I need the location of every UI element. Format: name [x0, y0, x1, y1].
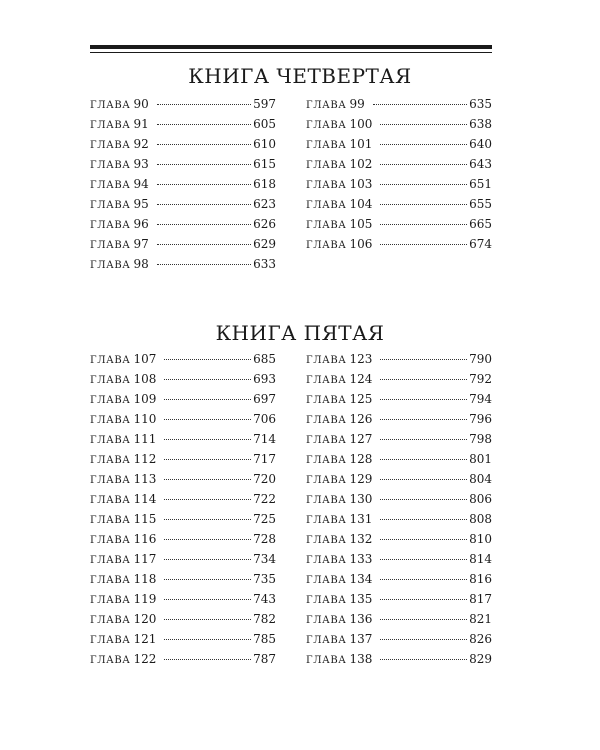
- toc-row: [90, 97, 276, 117]
- toc-row: [90, 612, 276, 632]
- dot-leader: [164, 439, 251, 440]
- toc-row: [306, 157, 492, 177]
- chapter-label: ГЛАВА: [90, 555, 131, 566]
- page-number: 626: [253, 217, 276, 231]
- toc-row: [90, 412, 276, 432]
- page-number: 640: [469, 137, 492, 151]
- page-number: 798: [469, 432, 492, 446]
- page-number: 814: [469, 552, 492, 566]
- chapter-number: 109: [133, 392, 157, 406]
- dot-leader: [157, 124, 251, 125]
- page-number: 810: [469, 532, 492, 546]
- chapter-label: ГЛАВА: [306, 140, 347, 151]
- header-rule-thin: [90, 52, 492, 53]
- toc-row: [90, 372, 276, 392]
- chapter-label: ГЛАВА: [306, 495, 347, 506]
- chapter-label: ГЛАВА: [90, 475, 131, 486]
- chapter-number: 94: [133, 177, 149, 191]
- chapter-label: ГЛАВА: [90, 595, 131, 606]
- dot-leader: [380, 659, 467, 660]
- toc-column-book-five-right: [306, 352, 492, 672]
- page-number: 785: [253, 632, 276, 646]
- chapter-number: 122: [133, 652, 157, 666]
- chapter-number: 137: [349, 632, 373, 646]
- dot-leader: [380, 379, 467, 380]
- toc-row: [306, 552, 492, 572]
- chapter-number: 90: [133, 97, 149, 111]
- page-number: 816: [469, 572, 492, 586]
- page-number: 782: [253, 612, 276, 626]
- chapter-number: 131: [349, 512, 373, 526]
- page-number: 655: [469, 197, 492, 211]
- toc-row: [306, 572, 492, 592]
- page-number: 720: [253, 472, 276, 486]
- chapter-label: ГЛАВА: [90, 615, 131, 626]
- toc-column-book-five-left: [90, 352, 276, 672]
- page-number: 597: [253, 97, 276, 111]
- toc-row: [306, 97, 492, 117]
- chapter-label: ГЛАВА: [306, 240, 347, 251]
- toc-row: [90, 572, 276, 592]
- chapter-label: ГЛАВА: [306, 655, 347, 666]
- toc-row: [90, 157, 276, 177]
- page-number: 693: [253, 372, 276, 386]
- toc-row: [306, 592, 492, 612]
- chapter-number: 116: [133, 532, 157, 546]
- chapter-label: ГЛАВА: [90, 415, 131, 426]
- chapter-number: 126: [349, 412, 373, 426]
- dot-leader: [380, 244, 467, 245]
- toc-row: [90, 512, 276, 532]
- chapter-label: ГЛАВА: [306, 435, 347, 446]
- dot-leader: [380, 579, 467, 580]
- dot-leader: [157, 244, 251, 245]
- toc-row: [90, 392, 276, 412]
- page-number: 674: [469, 237, 492, 251]
- chapter-number: 100: [349, 117, 373, 131]
- chapter-number: 115: [133, 512, 157, 526]
- toc-column-book-four-right: [306, 97, 492, 257]
- toc-row: [306, 512, 492, 532]
- chapter-label: ГЛАВА: [306, 415, 347, 426]
- section-title-book-five: КНИГА ПЯТАЯ: [215, 321, 385, 345]
- dot-leader: [157, 144, 251, 145]
- page-number: 717: [253, 452, 276, 466]
- page-number: 734: [253, 552, 276, 566]
- chapter-number: 95: [133, 197, 149, 211]
- toc-row: [90, 217, 276, 237]
- dot-leader: [380, 184, 467, 185]
- page-number: 633: [253, 257, 276, 271]
- dot-leader: [164, 499, 251, 500]
- toc-row: [306, 432, 492, 452]
- dot-leader: [380, 224, 467, 225]
- page-number: 725: [253, 512, 276, 526]
- dot-leader: [164, 359, 251, 360]
- page-number: 685: [253, 352, 276, 366]
- chapter-label: ГЛАВА: [90, 455, 131, 466]
- toc-row: [90, 177, 276, 197]
- dot-leader: [164, 599, 251, 600]
- page-number: 790: [469, 352, 492, 366]
- toc-row: [90, 237, 276, 257]
- dot-leader: [157, 204, 251, 205]
- dot-leader: [164, 419, 251, 420]
- toc-row: [90, 492, 276, 512]
- chapter-label: ГЛАВА: [90, 160, 131, 171]
- dot-leader: [380, 359, 467, 360]
- chapter-label: ГЛАВА: [306, 395, 347, 406]
- chapter-label: ГЛАВА: [306, 220, 347, 231]
- page-number: 794: [469, 392, 492, 406]
- chapter-label: ГЛАВА: [306, 575, 347, 586]
- chapter-label: ГЛАВА: [306, 595, 347, 606]
- page-number: 817: [469, 592, 492, 606]
- page-number: 806: [469, 492, 492, 506]
- dot-leader: [157, 104, 251, 105]
- chapter-number: 105: [349, 217, 373, 231]
- dot-leader: [380, 459, 467, 460]
- dot-leader: [157, 264, 251, 265]
- dot-leader: [380, 539, 467, 540]
- chapter-label: ГЛАВА: [306, 100, 347, 111]
- toc-row: [90, 592, 276, 612]
- chapter-number: 102: [349, 157, 373, 171]
- chapter-number: 96: [133, 217, 149, 231]
- chapter-number: 130: [349, 492, 373, 506]
- page-number: 665: [469, 217, 492, 231]
- page-number: 638: [469, 117, 492, 131]
- page-number: 829: [469, 652, 492, 666]
- page-number: 605: [253, 117, 276, 131]
- toc-row: [90, 197, 276, 217]
- chapter-number: 114: [133, 492, 157, 506]
- page-number: 801: [469, 452, 492, 466]
- toc-row: [306, 452, 492, 472]
- dot-leader: [164, 479, 251, 480]
- chapter-number: 112: [133, 452, 157, 466]
- toc-row: [90, 452, 276, 472]
- toc-row: [90, 117, 276, 137]
- dot-leader: [380, 499, 467, 500]
- dot-leader: [380, 419, 467, 420]
- chapter-number: 92: [133, 137, 149, 151]
- chapter-number: 91: [133, 117, 149, 131]
- toc-row: [90, 472, 276, 492]
- chapter-number: 103: [349, 177, 373, 191]
- toc-row: [306, 237, 492, 257]
- dot-leader: [164, 639, 251, 640]
- page-number: 821: [469, 612, 492, 626]
- chapter-number: 134: [349, 572, 373, 586]
- chapter-label: ГЛАВА: [306, 475, 347, 486]
- page-number: 610: [253, 137, 276, 151]
- chapter-number: 108: [133, 372, 157, 386]
- chapter-number: 136: [349, 612, 373, 626]
- chapter-label: ГЛАВА: [90, 180, 131, 191]
- toc-row: [306, 372, 492, 392]
- chapter-number: 117: [133, 552, 157, 566]
- chapter-label: ГЛАВА: [306, 180, 347, 191]
- toc-row: [306, 392, 492, 412]
- dot-leader: [164, 619, 251, 620]
- chapter-label: ГЛАВА: [90, 495, 131, 506]
- chapter-label: ГЛАВА: [306, 635, 347, 646]
- chapter-label: ГЛАВА: [90, 515, 131, 526]
- chapter-label: ГЛАВА: [306, 200, 347, 211]
- dot-leader: [380, 599, 467, 600]
- chapter-number: 123: [349, 352, 373, 366]
- section-title-book-four: КНИГА ЧЕТВЕРТАЯ: [188, 64, 412, 88]
- chapter-number: 129: [349, 472, 373, 486]
- chapter-label: ГЛАВА: [90, 100, 131, 111]
- chapter-number: 107: [133, 352, 157, 366]
- toc-row: [306, 177, 492, 197]
- chapter-number: 124: [349, 372, 373, 386]
- chapter-number: 104: [349, 197, 373, 211]
- chapter-number: 121: [133, 632, 157, 646]
- chapter-label: ГЛАВА: [90, 200, 131, 211]
- chapter-number: 128: [349, 452, 373, 466]
- page-number: 629: [253, 237, 276, 251]
- dot-leader: [164, 659, 251, 660]
- toc-row: [306, 217, 492, 237]
- dot-leader: [157, 184, 251, 185]
- chapter-number: 120: [133, 612, 157, 626]
- toc-row: [90, 552, 276, 572]
- page-number: 714: [253, 432, 276, 446]
- toc-row: [90, 352, 276, 372]
- page-number: 787: [253, 652, 276, 666]
- chapter-number: 99: [349, 97, 365, 111]
- toc-row: [90, 532, 276, 552]
- chapter-label: ГЛАВА: [306, 535, 347, 546]
- toc-row: [306, 117, 492, 137]
- dot-leader: [157, 164, 251, 165]
- toc-row: [306, 632, 492, 652]
- chapter-number: 125: [349, 392, 373, 406]
- toc-row: [90, 652, 276, 672]
- chapter-label: ГЛАВА: [306, 555, 347, 566]
- dot-leader: [380, 559, 467, 560]
- dot-leader: [157, 224, 251, 225]
- chapter-number: 113: [133, 472, 157, 486]
- toc-column-book-four-left: [90, 97, 276, 277]
- toc-row: [306, 352, 492, 372]
- toc-row: [306, 652, 492, 672]
- chapter-number: 127: [349, 432, 373, 446]
- toc-row: [90, 257, 276, 277]
- dot-leader: [380, 619, 467, 620]
- chapter-label: ГЛАВА: [306, 515, 347, 526]
- dot-leader: [380, 639, 467, 640]
- page-number: 728: [253, 532, 276, 546]
- chapter-number: 98: [133, 257, 149, 271]
- chapter-number: 133: [349, 552, 373, 566]
- chapter-label: ГЛАВА: [306, 455, 347, 466]
- page-number: 792: [469, 372, 492, 386]
- toc-row: [90, 632, 276, 652]
- dot-leader: [380, 144, 467, 145]
- dot-leader: [164, 519, 251, 520]
- toc-row: [306, 137, 492, 157]
- page-number: 643: [469, 157, 492, 171]
- page-number: 615: [253, 157, 276, 171]
- page-number: 623: [253, 197, 276, 211]
- chapter-number: 101: [349, 137, 373, 151]
- toc-row: [90, 137, 276, 157]
- dot-leader: [380, 204, 467, 205]
- chapter-label: ГЛАВА: [306, 160, 347, 171]
- toc-row: [306, 532, 492, 552]
- dot-leader: [380, 399, 467, 400]
- dot-leader: [380, 519, 467, 520]
- page-number: 618: [253, 177, 276, 191]
- chapter-number: 106: [349, 237, 373, 251]
- chapter-number: 97: [133, 237, 149, 251]
- chapter-label: ГЛАВА: [90, 140, 131, 151]
- chapter-label: ГЛАВА: [90, 635, 131, 646]
- page-number: 743: [253, 592, 276, 606]
- page-number: 722: [253, 492, 276, 506]
- toc-row: [90, 432, 276, 452]
- chapter-number: 118: [133, 572, 157, 586]
- toc-row: [306, 612, 492, 632]
- dot-leader: [164, 539, 251, 540]
- chapter-label: ГЛАВА: [90, 535, 131, 546]
- dot-leader: [380, 479, 467, 480]
- chapter-label: ГЛАВА: [90, 355, 131, 366]
- page-number: 706: [253, 412, 276, 426]
- dot-leader: [380, 164, 467, 165]
- chapter-number: 111: [133, 432, 157, 446]
- chapter-label: ГЛАВА: [90, 575, 131, 586]
- dot-leader: [380, 124, 467, 125]
- dot-leader: [373, 104, 467, 105]
- chapter-number: 132: [349, 532, 373, 546]
- chapter-label: ГЛАВА: [90, 220, 131, 231]
- dot-leader: [164, 459, 251, 460]
- dot-leader: [164, 379, 251, 380]
- chapter-label: ГЛАВА: [306, 375, 347, 386]
- header-rule-thick: [90, 45, 492, 49]
- toc-row: [306, 492, 492, 512]
- chapter-number: 93: [133, 157, 149, 171]
- chapter-number: 138: [349, 652, 373, 666]
- dot-leader: [380, 439, 467, 440]
- chapter-number: 110: [133, 412, 157, 426]
- chapter-label: ГЛАВА: [90, 655, 131, 666]
- chapter-label: ГЛАВА: [90, 395, 131, 406]
- chapter-label: ГЛАВА: [90, 260, 131, 271]
- chapter-label: ГЛАВА: [90, 240, 131, 251]
- dot-leader: [164, 579, 251, 580]
- chapter-number: 135: [349, 592, 373, 606]
- chapter-label: ГЛАВА: [306, 355, 347, 366]
- chapter-label: ГЛАВА: [90, 120, 131, 131]
- chapter-label: ГЛАВА: [90, 435, 131, 446]
- page-number: 796: [469, 412, 492, 426]
- page-number: 735: [253, 572, 276, 586]
- toc-row: [306, 197, 492, 217]
- page-number: 651: [469, 177, 492, 191]
- chapter-label: ГЛАВА: [90, 375, 131, 386]
- chapter-number: 119: [133, 592, 157, 606]
- chapter-label: ГЛАВА: [306, 120, 347, 131]
- dot-leader: [164, 559, 251, 560]
- page-number: 697: [253, 392, 276, 406]
- page-number: 808: [469, 512, 492, 526]
- dot-leader: [164, 399, 251, 400]
- page-number: 804: [469, 472, 492, 486]
- toc-row: [306, 412, 492, 432]
- page-number: 826: [469, 632, 492, 646]
- page-number: 635: [469, 97, 492, 111]
- toc-row: [306, 472, 492, 492]
- chapter-label: ГЛАВА: [306, 615, 347, 626]
